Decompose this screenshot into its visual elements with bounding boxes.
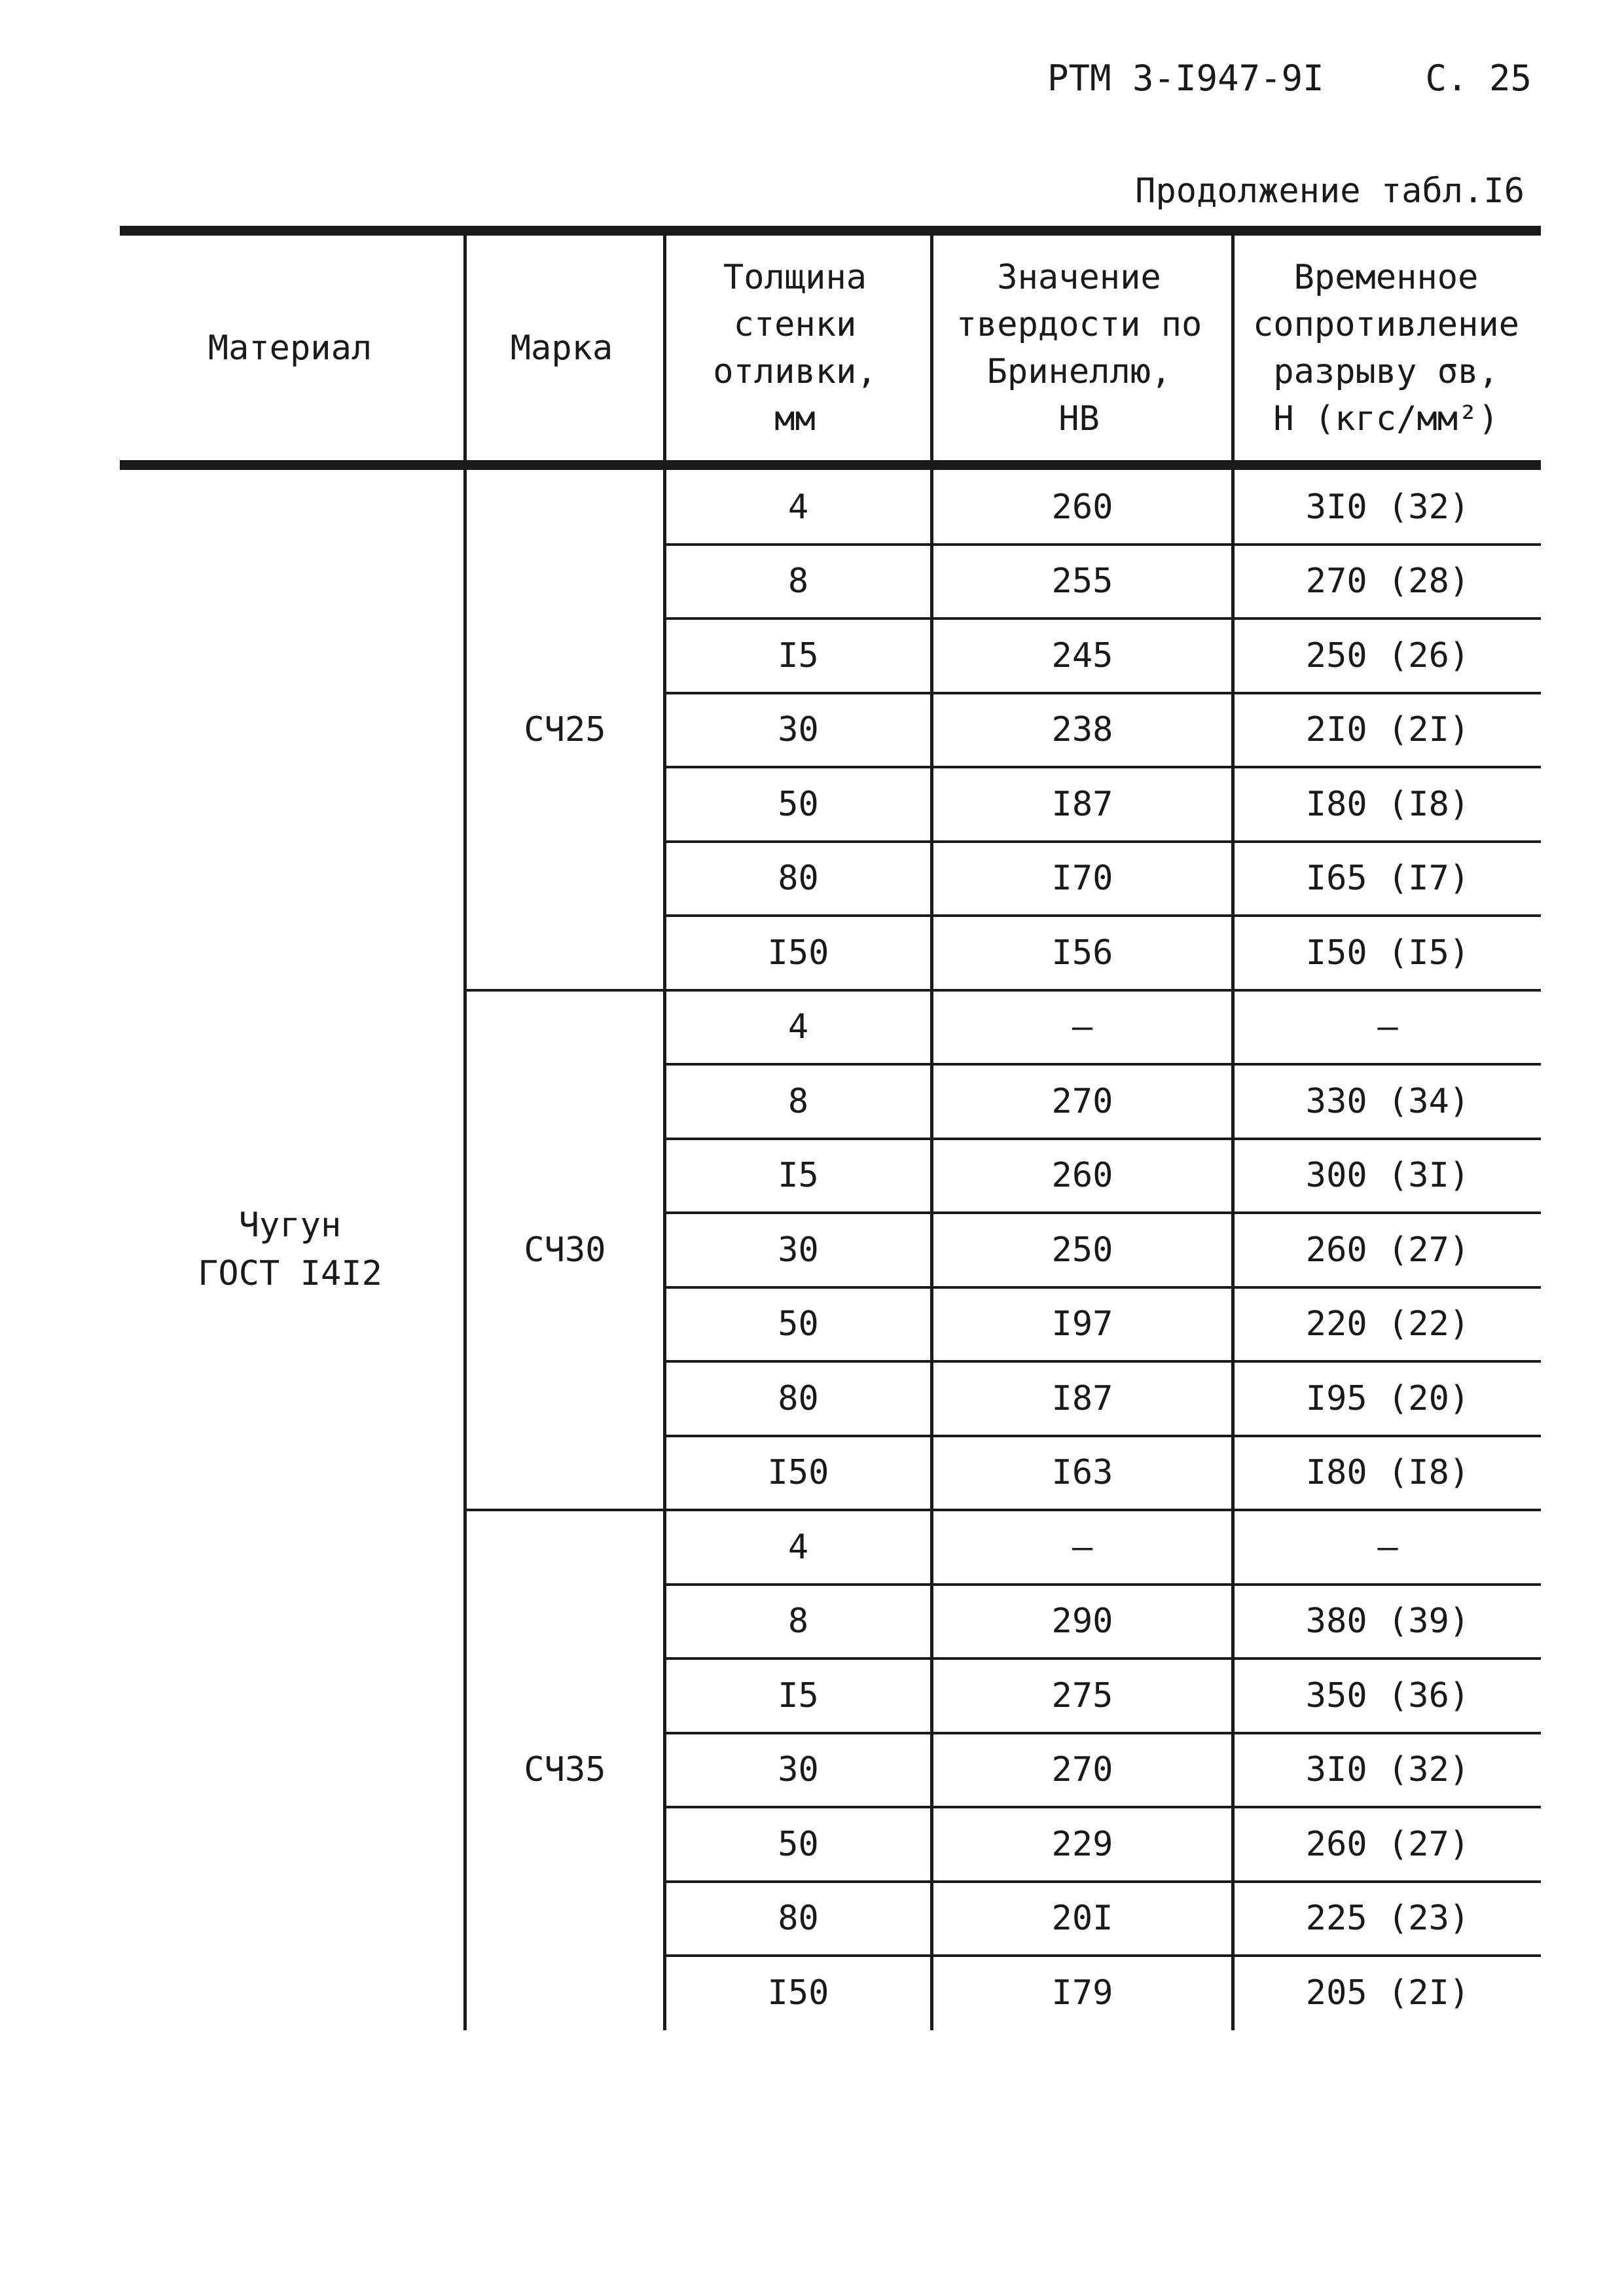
column-header-strength: Временное сопротивление разрыву σв, Н (кгс/мм²) (1253, 257, 1519, 439)
page-header (1047, 58, 1532, 99)
thickness-cell: 8 (787, 562, 809, 601)
thickness-cell: 30 (778, 1230, 819, 1270)
hardness-cell: – (1072, 1007, 1093, 1047)
hardness-cell: 255 (1051, 562, 1113, 601)
grade-cell: СЧ35 (524, 1750, 606, 1790)
thickness-cell: I50 (767, 1453, 829, 1493)
thickness-cell: 30 (778, 1750, 819, 1790)
hardness-cell: 245 (1051, 636, 1113, 675)
hardness-cell: 260 (1051, 1156, 1113, 1196)
thickness-cell: I50 (767, 1973, 829, 2013)
thickness-cell: 4 (787, 487, 809, 527)
strength-cell: 260 (27) (1305, 1824, 1470, 1864)
material-cell: Чугун ГОСТ I4I2 (198, 1206, 382, 1293)
hardness-cell: 260 (1051, 487, 1113, 527)
strength-cell: 260 (27) (1305, 1230, 1470, 1270)
strength-cell: 225 (23) (1305, 1899, 1470, 1939)
hardness-cell: I87 (1051, 1378, 1113, 1418)
strength-cell: 300 (3I) (1305, 1156, 1470, 1196)
column-header-thickness: Толщина стенки отливки, мм (713, 257, 877, 439)
header-bottom-rule (120, 460, 1541, 470)
strength-cell: 205 (2I) (1305, 1973, 1470, 2013)
strength-cell: 3I0 (32) (1305, 487, 1470, 527)
hardness-cell: 250 (1051, 1230, 1113, 1270)
strength-cell: – (1377, 1527, 1398, 1567)
thickness-cell: I5 (778, 1676, 819, 1715)
column-rule (930, 226, 933, 2030)
hardness-cell: I70 (1051, 859, 1113, 899)
strength-cell: 270 (28) (1305, 562, 1470, 601)
hardness-cell: 238 (1051, 710, 1113, 750)
hardness-cell: I97 (1051, 1304, 1113, 1344)
column-rule (663, 226, 666, 2030)
strength-cell: 350 (36) (1305, 1676, 1470, 1715)
hardness-cell: I56 (1051, 933, 1113, 973)
thickness-cell: I5 (778, 1156, 819, 1196)
hardness-cell: 270 (1051, 1081, 1113, 1121)
strength-cell: 380 (39) (1305, 1602, 1470, 1641)
thickness-cell: 8 (787, 1602, 809, 1641)
column-rule (1231, 226, 1235, 2030)
thickness-cell: I5 (778, 636, 819, 675)
document-code: РТМ 3-I947-9I (1047, 58, 1324, 99)
hardness-cell: I79 (1051, 1973, 1113, 2013)
table-top-rule (120, 226, 1541, 236)
strength-cell: I50 (I5) (1305, 933, 1470, 973)
column-rule (463, 226, 467, 2030)
thickness-cell: 80 (778, 1378, 819, 1418)
hardness-cell: I63 (1051, 1453, 1113, 1493)
thickness-cell: 50 (778, 1304, 819, 1344)
hardness-cell: 229 (1051, 1824, 1113, 1864)
strength-cell: 220 (22) (1305, 1304, 1470, 1344)
thickness-cell: 4 (787, 1007, 809, 1047)
strength-cell: 2I0 (2I) (1305, 710, 1470, 750)
strength-cell: 330 (34) (1305, 1081, 1470, 1121)
strength-cell: 250 (26) (1305, 636, 1470, 675)
thickness-cell: 80 (778, 1899, 819, 1939)
grade-cell: СЧ25 (524, 710, 606, 750)
thickness-cell: 50 (778, 1824, 819, 1864)
hardness-cell: 290 (1051, 1602, 1113, 1641)
strength-cell: I80 (I8) (1305, 784, 1470, 824)
strength-cell: – (1377, 1007, 1398, 1047)
hardness-cell: – (1072, 1527, 1093, 1567)
thickness-cell: I50 (767, 933, 829, 973)
grade-cell: СЧ30 (524, 1230, 606, 1270)
column-header-material: Материал (208, 328, 372, 368)
thickness-cell: 4 (787, 1527, 809, 1567)
hardness-cell: 275 (1051, 1676, 1113, 1715)
hardness-cell: I87 (1051, 784, 1113, 824)
hardness-cell: 20I (1051, 1899, 1113, 1939)
column-header-grade: Марка (510, 328, 613, 368)
strength-cell: I80 (I8) (1305, 1453, 1470, 1493)
thickness-cell: 30 (778, 710, 819, 750)
strength-cell: 3I0 (32) (1305, 1750, 1470, 1790)
strength-cell: I65 (I7) (1305, 859, 1470, 899)
thickness-cell: 50 (778, 784, 819, 824)
thickness-cell: 8 (787, 1081, 809, 1121)
table-continuation-label: Продолжение табл.I6 (1135, 171, 1525, 211)
hardness-cell: 270 (1051, 1750, 1113, 1790)
page-number: С. 25 (1425, 58, 1532, 99)
strength-cell: I95 (20) (1305, 1378, 1470, 1418)
column-header-hardness: Значение твердости по Бринеллю, НВ (956, 257, 1202, 439)
thickness-cell: 80 (778, 859, 819, 899)
